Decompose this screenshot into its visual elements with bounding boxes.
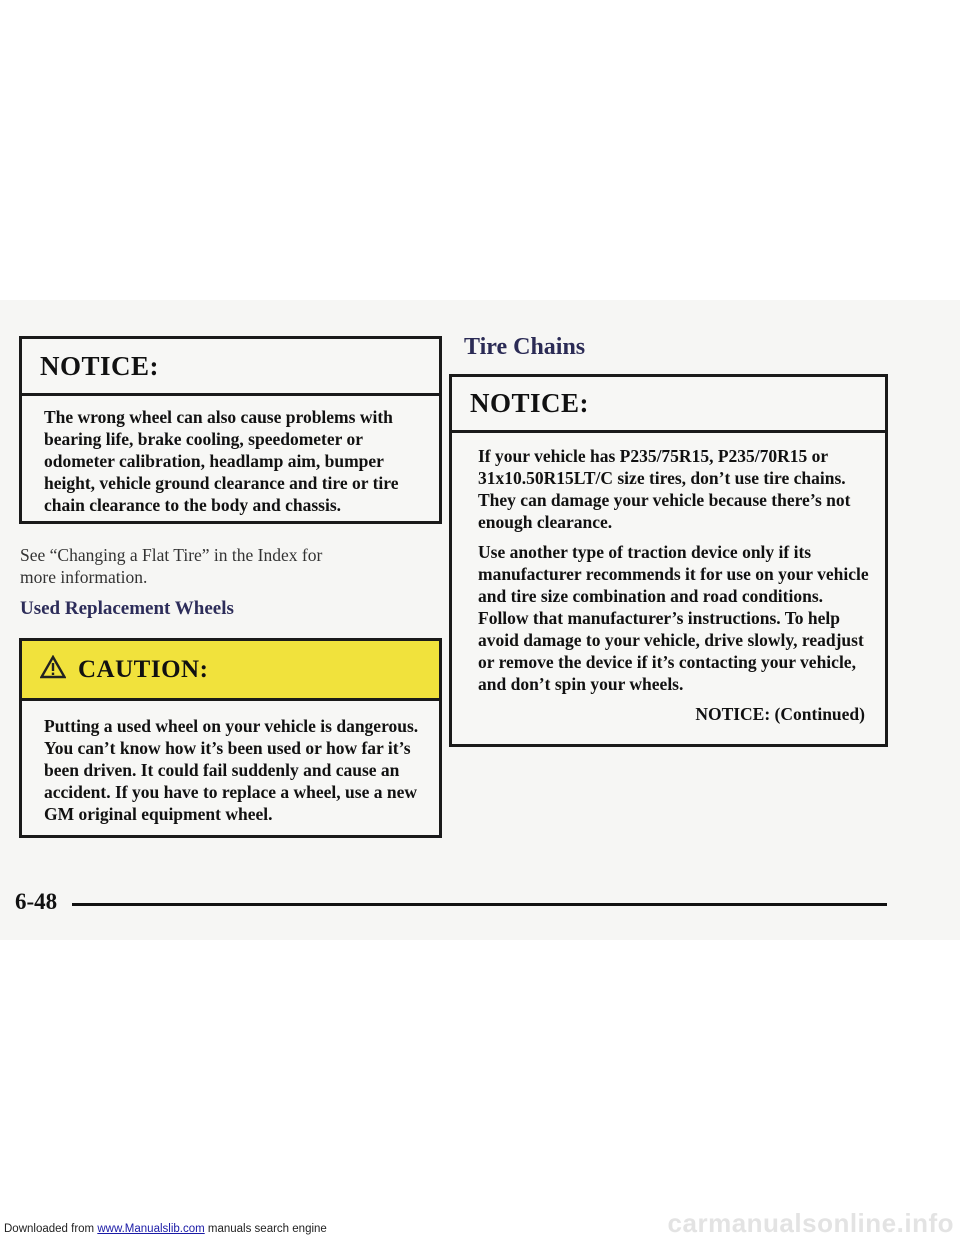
notice-heading: NOTICE: xyxy=(452,377,885,433)
caution-heading: CAUTION: xyxy=(78,655,209,683)
footer-prefix: Downloaded from xyxy=(4,1223,98,1235)
footer-suffix: manuals search engine xyxy=(204,1223,327,1235)
page-number: 6-48 xyxy=(15,889,58,914)
notice-body xyxy=(22,396,439,516)
notice-box-tire-chains xyxy=(449,374,888,747)
notice-paragraph-2: Use another type of traction device only if its manufacturer recommends it for use on your vehicle and tire size combination and road conditions. Follow that manufacturer’s instructions. To help avoid damage to your vehicle, drive slowly, readjust or remove the device if it’s contacting your vehicle, and don’t spin your wheels. xyxy=(478,542,869,694)
notice-box-wrong-wheel xyxy=(19,336,442,524)
notice-continued: NOTICE: (Continued) xyxy=(695,704,865,724)
see-changing-flat-tire-text: See “Changing a Flat Tire” in the Index for more information. xyxy=(20,545,323,587)
notice-body xyxy=(452,433,885,725)
watermark-text: carmanualsonline.info xyxy=(667,1208,954,1238)
caution-heading-bar xyxy=(22,641,439,701)
download-footer xyxy=(4,1223,327,1235)
manualslib-link[interactable]: www.Manualslib.com xyxy=(97,1223,205,1235)
footer-rule xyxy=(72,903,887,906)
tire-chains-title: Tire Chains xyxy=(464,334,586,360)
notice-text: The wrong wheel can also cause problems with bearing life, brake cooling, speedometer or odometer calibration, headlamp aim, bumper height, vehicle ground clearance and tire or tire chain clearance to the body and chassis. xyxy=(44,407,399,515)
caution-box-used-wheel xyxy=(19,638,442,838)
warning-triangle-icon xyxy=(40,655,66,686)
caution-body xyxy=(22,701,439,825)
notice-paragraph-1: If your vehicle has P235/75R15, P235/70R15 or 31x10.50R15LT/C size tires, don’t use tire chains. They can damage your vehicle because there’s not enough clearance. xyxy=(478,446,851,532)
notice-heading: NOTICE: xyxy=(22,339,439,396)
used-replacement-wheels-heading: Used Replacement Wheels xyxy=(20,598,234,619)
caution-text: Putting a used wheel on your vehicle is dangerous. You can’t know how it’s been used or how far it’s been driven. It could fail suddenly and cause an accident. If you have to replace a wheel, use a new GM original equipment wheel. xyxy=(44,716,419,824)
